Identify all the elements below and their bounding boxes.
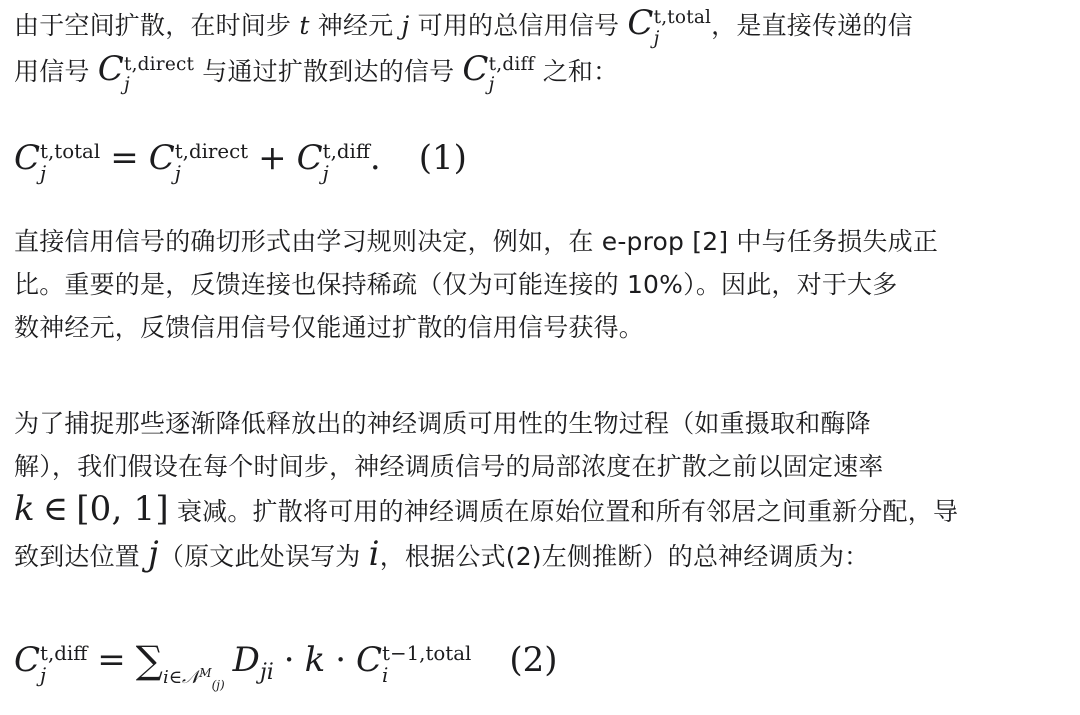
paragraph-3-line-2: 解），我们假设在每个时间步，神经调质信号的局部浓度在扩散之前以固定速率	[14, 452, 884, 481]
paragraph-2-line-2: 比。重要的是，反馈连接也保持稀疏（仅为可能连接的 10%）。因此，对于大多	[14, 270, 898, 299]
var-t: t	[299, 11, 310, 40]
paragraph-1-line-2: 用信号 C t,direct j 与通过扩散到达的信号 C t,diff j 之和：	[14, 49, 619, 95]
interval: [0, 1]	[76, 489, 169, 529]
equation-2-number: (2)	[509, 640, 558, 680]
symbol-C-total: C	[627, 3, 654, 43]
paragraph-3-line-4: 致到达位置 j（原文此处误写为 i，根据公式(2)左侧推断）的总神经调质为：	[14, 534, 870, 574]
var-k: k	[14, 489, 35, 529]
paragraph-3-line-3: k ∈ [0, 1] 衰减。扩散将可用的神经调质在原始位置和所有邻居之间重新分配，导	[14, 489, 959, 529]
paragraph-3	[14, 402, 1066, 578]
paragraph-2	[14, 220, 1066, 349]
summation-subscript: i∈𝒩$^M_{(j)}$	[162, 666, 225, 692]
paragraph-1	[14, 2, 1066, 94]
paragraph-2-line-3: 数神经元，反馈信用信号仅能通过扩散的信用信号获得。	[14, 313, 645, 342]
symbol-C-diff: C	[462, 49, 489, 90]
paragraph-3-line-1: 为了捕捉那些逐渐降低释放出的神经调质可用性的生物过程（如重摄取和酶降	[14, 409, 871, 438]
equation-2: C t,diff j = $\sum i\in 𝒩^M_{(j)}D_{ji} \cdot k \cdot C$ t−1,total i (2)	[14, 630, 1066, 715]
symbol-C-direct: C	[97, 49, 124, 90]
paragraph-1-line-1: 由于空间扩散，在时间步 t 神经元 j 可用的总信用信号 C t,total j ，是直接传递的信	[14, 3, 913, 49]
equation-1-number: (1)	[418, 138, 467, 178]
var-j: j	[401, 11, 410, 40]
paragraph-2-line-1: 直接信用信号的确切形式由学习规则决定，例如，在 e-prop [2] 中与任务损失成正	[14, 227, 939, 256]
summation-symbol: ∑	[135, 638, 163, 682]
equation-1: C t,total j = C t,direct j + C t,diff j . (1)	[14, 138, 467, 185]
